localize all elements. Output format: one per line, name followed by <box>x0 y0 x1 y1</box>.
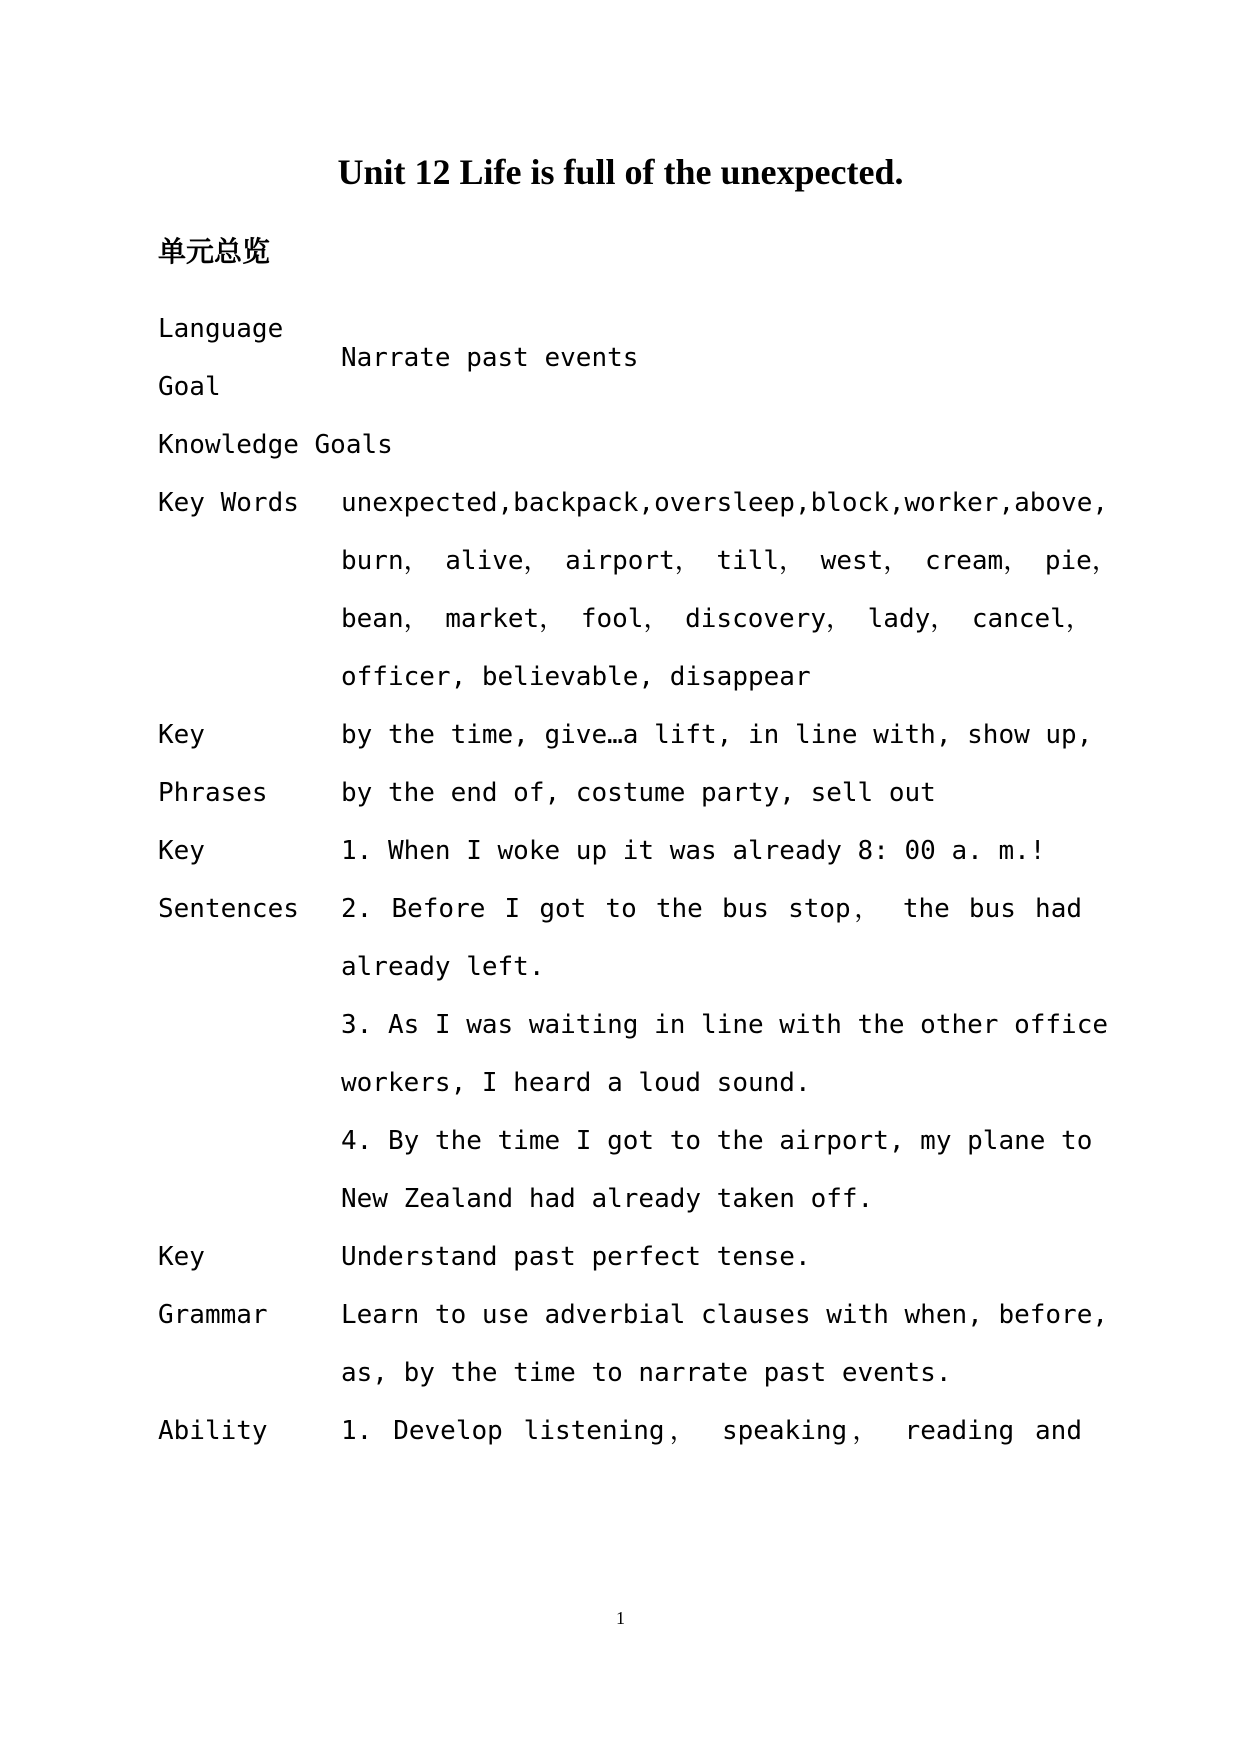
key-words-line-2: burn， alive， airport， till， west， cream， pie， <box>341 546 1118 576</box>
label-language-goal-line-2: Goal <box>158 372 221 402</box>
label-language-goal-line-1: Language <box>158 314 284 344</box>
key-sentence-4-line-1: 4. By the time I got to the airport, my plane to <box>341 1126 1093 1156</box>
key-words-line-1: unexpected,backpack,oversleep,block,worker,above, <box>341 488 1109 518</box>
label-knowledge-goals: Knowledge Goals <box>158 430 393 460</box>
label-key-sentences-line-1: Key <box>158 836 205 866</box>
key-grammar-line-1: Understand past perfect tense. <box>341 1242 811 1272</box>
label-key-phrases-line-1: Key <box>158 720 205 750</box>
key-phrases-line-1: by the time, give…a lift, in line with, show up, <box>341 720 1093 750</box>
key-words-line-3: bean， market， fool， discovery， lady， cancel， <box>341 604 1092 634</box>
key-sentence-1: 1. When I woke up it was already 8: 00 a. m.! <box>341 836 1046 866</box>
key-sentence-2-line-2: already left. <box>341 952 545 982</box>
page-number: 1 <box>616 1608 625 1628</box>
key-sentence-4-line-2: New Zealand had already taken off. <box>341 1184 874 1214</box>
key-sentence-2-line-1: 2. Before I got to the bus stop， the bus had <box>341 894 1082 924</box>
label-key-grammar-line-1: Key <box>158 1242 205 1272</box>
key-grammar-line-2: Learn to use adverbial clauses with when, before, <box>341 1300 1109 1330</box>
label-key-sentences-line-2: Sentences <box>158 894 299 924</box>
label-key-words: Key Words <box>158 488 299 518</box>
document-title: Unit 12 Life is full of the unexpected. <box>337 152 904 192</box>
key-words-line-4: officer, believable, disappear <box>341 662 811 692</box>
label-key-grammar-line-2: Grammar <box>158 1300 268 1330</box>
key-grammar-line-3: as, by the time to narrate past events. <box>341 1358 952 1388</box>
ability-line-1: 1. Develop listening， speaking， reading and <box>341 1416 1082 1446</box>
label-ability: Ability <box>158 1416 268 1446</box>
key-phrases-line-2: by the end of, costume party, sell out <box>341 778 936 808</box>
key-sentence-3-line-1: 3. As I was waiting in line with the other office <box>341 1010 1109 1040</box>
label-key-phrases-line-2: Phrases <box>158 778 268 808</box>
key-sentence-3-line-2: workers, I heard a loud sound. <box>341 1068 811 1098</box>
section-heading: 单元总览 <box>158 235 271 268</box>
language-goal-content: Narrate past events <box>341 343 639 373</box>
